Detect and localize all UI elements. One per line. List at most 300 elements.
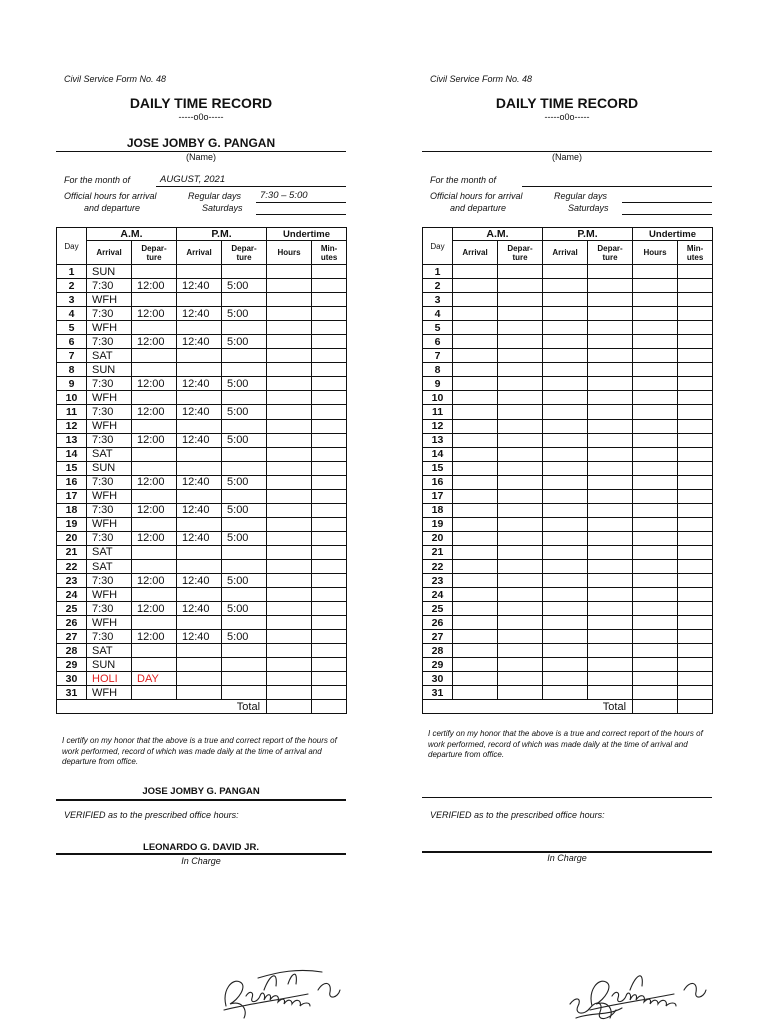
am-arrival-cell: 7:30 xyxy=(87,475,132,489)
official-hours-label-2: and departure xyxy=(450,203,507,213)
undertime-hours-cell xyxy=(267,265,312,279)
undertime-minutes-cell xyxy=(312,616,347,630)
am-arrival-header: Arrival xyxy=(87,241,132,265)
undertime-hours-cell xyxy=(267,686,312,700)
pm-arrival-cell xyxy=(543,307,588,321)
employee-name xyxy=(422,136,712,150)
table-row xyxy=(57,588,347,602)
pm-arrival-cell xyxy=(543,531,588,545)
undertime-hours-cell xyxy=(267,447,312,461)
day-cell: 30 xyxy=(57,672,87,686)
pm-departure-cell: 5:00 xyxy=(222,279,267,293)
pm-departure-cell xyxy=(222,391,267,405)
am-arrival-cell xyxy=(453,391,498,405)
am-arrival-cell: WFH xyxy=(87,321,132,335)
undertime-hours-cell xyxy=(267,658,312,672)
undertime-minutes-cell xyxy=(678,433,713,447)
am-departure-cell: DAY xyxy=(132,672,177,686)
pm-departure-cell xyxy=(588,489,633,503)
table-row xyxy=(57,644,347,658)
am-departure-cell xyxy=(498,531,543,545)
pm-arrival-cell xyxy=(543,489,588,503)
day-cell: 25 xyxy=(57,602,87,616)
day-cell: 13 xyxy=(423,433,453,447)
am-arrival-cell xyxy=(453,363,498,377)
handwritten-signature xyxy=(562,962,708,1024)
undertime-minutes-cell xyxy=(312,419,347,433)
pm-departure-cell xyxy=(588,574,633,588)
day-cell: 28 xyxy=(57,644,87,658)
pm-arrival-cell xyxy=(543,321,588,335)
pm-departure-cell xyxy=(222,588,267,602)
am-departure-cell: 12:00 xyxy=(132,503,177,517)
undertime-minutes-cell xyxy=(312,503,347,517)
pm-arrival-cell xyxy=(177,588,222,602)
form-title: DAILY TIME RECORD xyxy=(129,95,273,111)
undertime-hours-cell xyxy=(267,517,312,531)
undertime-hours-cell xyxy=(633,588,678,602)
am-departure-cell xyxy=(132,293,177,307)
undertime-hours-cell xyxy=(267,672,312,686)
pm-arrival-cell: 12:40 xyxy=(177,433,222,447)
pm-arrival-cell xyxy=(177,517,222,531)
undertime-minutes-cell xyxy=(678,447,713,461)
pm-arrival-cell: 12:40 xyxy=(177,531,222,545)
am-arrival-cell: 7:30 xyxy=(87,602,132,616)
am-departure-cell xyxy=(498,489,543,503)
pm-arrival-cell: 12:40 xyxy=(177,307,222,321)
day-cell: 5 xyxy=(57,321,87,335)
pm-departure-cell xyxy=(222,265,267,279)
day-cell: 26 xyxy=(423,616,453,630)
am-departure-cell xyxy=(132,391,177,405)
total-minutes-cell xyxy=(678,700,713,714)
pm-departure-cell xyxy=(222,349,267,363)
pm-departure-cell xyxy=(588,545,633,559)
pm-arrival-cell xyxy=(177,461,222,475)
am-arrival-cell: SUN xyxy=(87,363,132,377)
table-row xyxy=(57,574,347,588)
day-cell: 17 xyxy=(57,489,87,503)
pm-departure-cell xyxy=(222,363,267,377)
table-row xyxy=(423,307,713,321)
day-cell: 26 xyxy=(57,616,87,630)
pm-departure-cell xyxy=(222,321,267,335)
am-arrival-cell: WFH xyxy=(87,686,132,700)
total-hours-cell xyxy=(633,700,678,714)
undertime-hours-cell xyxy=(267,630,312,644)
table-row xyxy=(57,433,347,447)
pm-arrival-cell xyxy=(543,433,588,447)
am-arrival-cell xyxy=(453,475,498,489)
table-row xyxy=(57,545,347,559)
am-arrival-cell: SUN xyxy=(87,461,132,475)
am-arrival-cell: SAT xyxy=(87,559,132,573)
undertime-hours-cell xyxy=(633,265,678,279)
pm-arrival-cell xyxy=(543,447,588,461)
am-arrival-cell xyxy=(453,574,498,588)
undertime-minutes-cell xyxy=(312,447,347,461)
pm-departure-cell xyxy=(588,517,633,531)
employee-signature-name: JOSE JOMBY G. PANGAN xyxy=(142,786,260,797)
pm-departure-cell: 5:00 xyxy=(222,377,267,391)
in-charge-caption: In Charge xyxy=(181,856,221,866)
pm-arrival-cell xyxy=(543,461,588,475)
pm-arrival-cell xyxy=(543,293,588,307)
pm-departure-cell xyxy=(588,307,633,321)
handwritten-signature xyxy=(218,960,348,1024)
table-row xyxy=(57,447,347,461)
table-row xyxy=(57,265,347,279)
am-arrival-cell xyxy=(453,559,498,573)
pm-arrival-cell xyxy=(543,545,588,559)
table-row xyxy=(423,419,713,433)
am-arrival-cell: 7:30 xyxy=(87,630,132,644)
pm-arrival-cell xyxy=(543,672,588,686)
am-departure-cell xyxy=(498,461,543,475)
table-row xyxy=(423,475,713,489)
undertime-minutes-cell xyxy=(312,531,347,545)
undertime-hours-cell xyxy=(633,517,678,531)
table-row xyxy=(423,447,713,461)
pm-departure-cell: 5:00 xyxy=(222,405,267,419)
am-arrival-header: Arrival xyxy=(453,241,498,265)
day-cell: 17 xyxy=(423,489,453,503)
pm-arrival-cell xyxy=(177,686,222,700)
day-cell: 10 xyxy=(423,391,453,405)
day-cell: 31 xyxy=(423,686,453,700)
pm-arrival-cell: 12:40 xyxy=(177,405,222,419)
pm-departure-cell xyxy=(588,616,633,630)
undertime-minutes-cell xyxy=(678,363,713,377)
table-row xyxy=(423,279,713,293)
day-cell: 1 xyxy=(423,265,453,279)
am-arrival-cell xyxy=(453,517,498,531)
pm-header: P.M. xyxy=(543,228,633,241)
pm-departure-cell: 5:00 xyxy=(222,307,267,321)
pm-arrival-cell xyxy=(177,658,222,672)
undertime-minutes-cell xyxy=(312,293,347,307)
pm-departure-cell: 5:00 xyxy=(222,602,267,616)
pm-departure-cell xyxy=(588,602,633,616)
am-departure-cell xyxy=(132,489,177,503)
day-cell: 16 xyxy=(423,475,453,489)
table-row xyxy=(57,321,347,335)
am-departure-cell: 12:00 xyxy=(132,630,177,644)
undertime-minutes-cell xyxy=(678,307,713,321)
undertime-hours-cell xyxy=(267,644,312,658)
am-arrival-cell: WFH xyxy=(87,517,132,531)
am-departure-cell xyxy=(132,658,177,672)
pm-arrival-cell: 12:40 xyxy=(177,630,222,644)
undertime-hours-cell xyxy=(633,377,678,391)
regular-days-label: Regular days xyxy=(188,191,242,201)
day-cell: 3 xyxy=(57,293,87,307)
am-departure-cell xyxy=(498,349,543,363)
am-arrival-cell xyxy=(453,616,498,630)
pm-departure-cell xyxy=(588,503,633,517)
day-cell: 6 xyxy=(423,335,453,349)
undertime-hours-cell xyxy=(267,321,312,335)
day-cell: 23 xyxy=(423,574,453,588)
am-arrival-cell xyxy=(453,489,498,503)
pm-departure-cell xyxy=(588,531,633,545)
pm-departure-cell xyxy=(588,335,633,349)
pm-arrival-cell xyxy=(543,559,588,573)
table-row xyxy=(423,630,713,644)
table-row xyxy=(423,503,713,517)
undertime-hours-cell xyxy=(633,545,678,559)
table-row xyxy=(423,349,713,363)
undertime-hours-cell xyxy=(633,405,678,419)
table-row xyxy=(57,419,347,433)
name-caption: (Name) xyxy=(551,152,582,162)
am-departure-cell xyxy=(498,644,543,658)
table-row xyxy=(57,475,347,489)
pm-departure-cell xyxy=(588,279,633,293)
am-arrival-cell xyxy=(453,405,498,419)
undertime-hours-cell xyxy=(633,321,678,335)
undertime-hours-cell xyxy=(633,686,678,700)
official-hours-label: Official hours for arrival xyxy=(430,191,523,201)
official-hours-label-2: and departure xyxy=(84,203,141,213)
undertime-hours-cell xyxy=(633,475,678,489)
undertime-hours-cell xyxy=(267,489,312,503)
pm-departure-cell xyxy=(588,405,633,419)
undertime-hours-cell xyxy=(267,616,312,630)
am-departure-cell xyxy=(132,517,177,531)
pm-departure-header: Depar- ture xyxy=(222,241,267,265)
day-cell: 13 xyxy=(57,433,87,447)
am-arrival-cell: 7:30 xyxy=(87,335,132,349)
minutes-header: Min- utes xyxy=(678,241,713,265)
in-charge-line xyxy=(56,853,346,855)
pm-arrival-cell xyxy=(177,391,222,405)
undertime-hours-cell xyxy=(267,433,312,447)
saturdays-value xyxy=(622,202,712,215)
pm-departure-cell xyxy=(222,461,267,475)
total-hours-cell xyxy=(267,700,312,714)
undertime-hours-cell xyxy=(267,293,312,307)
undertime-minutes-cell xyxy=(312,279,347,293)
pm-arrival-cell xyxy=(177,321,222,335)
table-row xyxy=(423,574,713,588)
undertime-minutes-cell xyxy=(312,644,347,658)
pm-arrival-cell xyxy=(177,293,222,307)
undertime-minutes-cell xyxy=(678,672,713,686)
undertime-hours-cell xyxy=(267,419,312,433)
saturdays-label: Saturdays xyxy=(568,203,609,213)
pm-departure-header: Depar- ture xyxy=(588,241,633,265)
day-cell: 24 xyxy=(423,588,453,602)
am-arrival-cell xyxy=(453,433,498,447)
am-arrival-cell: 7:30 xyxy=(87,433,132,447)
in-charge-caption: In Charge xyxy=(547,853,587,863)
pm-departure-cell: 5:00 xyxy=(222,433,267,447)
am-arrival-cell xyxy=(453,503,498,517)
pm-departure-cell xyxy=(588,433,633,447)
day-cell: 20 xyxy=(57,531,87,545)
table-row xyxy=(423,363,713,377)
undertime-minutes-cell xyxy=(678,616,713,630)
undertime-hours-cell xyxy=(633,658,678,672)
table-row xyxy=(423,531,713,545)
undertime-minutes-cell xyxy=(678,588,713,602)
am-departure-cell xyxy=(498,503,543,517)
am-departure-cell xyxy=(498,335,543,349)
table-row xyxy=(423,686,713,700)
am-arrival-cell xyxy=(453,461,498,475)
undertime-hours-cell xyxy=(267,503,312,517)
pm-arrival-cell xyxy=(177,419,222,433)
pm-departure-cell xyxy=(588,377,633,391)
table-row xyxy=(423,658,713,672)
day-cell: 7 xyxy=(57,349,87,363)
pm-departure-cell xyxy=(588,475,633,489)
undertime-hours-cell xyxy=(633,602,678,616)
undertime-minutes-cell xyxy=(678,559,713,573)
table-row xyxy=(57,658,347,672)
pm-arrival-cell xyxy=(543,279,588,293)
table-row xyxy=(423,433,713,447)
day-cell: 20 xyxy=(423,531,453,545)
pm-header: P.M. xyxy=(177,228,267,241)
month-value: AUGUST, 2021 xyxy=(156,174,346,187)
am-header: A.M. xyxy=(453,228,543,241)
minutes-header: Min- utes xyxy=(312,241,347,265)
am-arrival-cell: WFH xyxy=(87,391,132,405)
am-departure-cell xyxy=(498,321,543,335)
day-cell: 18 xyxy=(423,503,453,517)
time-record-table xyxy=(56,227,347,714)
undertime-minutes-cell xyxy=(312,672,347,686)
undertime-hours-cell xyxy=(267,602,312,616)
am-departure-cell: 12:00 xyxy=(132,377,177,391)
pm-arrival-cell: 12:40 xyxy=(177,335,222,349)
table-row xyxy=(423,602,713,616)
table-row xyxy=(57,517,347,531)
table-row xyxy=(423,293,713,307)
undertime-hours-cell xyxy=(267,335,312,349)
undertime-minutes-cell xyxy=(678,405,713,419)
undertime-hours-cell xyxy=(633,630,678,644)
undertime-minutes-cell xyxy=(312,391,347,405)
am-arrival-cell: WFH xyxy=(87,489,132,503)
table-row xyxy=(57,559,347,573)
table-row xyxy=(57,602,347,616)
pm-arrival-cell xyxy=(543,475,588,489)
undertime-hours-cell xyxy=(267,363,312,377)
am-arrival-cell: WFH xyxy=(87,616,132,630)
pm-departure-cell xyxy=(588,321,633,335)
am-arrival-cell xyxy=(453,686,498,700)
undertime-hours-cell xyxy=(267,307,312,321)
am-arrival-cell xyxy=(453,602,498,616)
am-arrival-cell: SAT xyxy=(87,447,132,461)
pm-arrival-cell xyxy=(177,616,222,630)
pm-arrival-cell: 12:40 xyxy=(177,602,222,616)
time-record-table xyxy=(422,227,713,714)
am-departure-cell xyxy=(132,559,177,573)
am-departure-cell xyxy=(132,349,177,363)
table-row xyxy=(423,545,713,559)
employee-name: JOSE JOMBY G. PANGAN xyxy=(126,136,276,150)
hours-header: Hours xyxy=(267,241,312,265)
undertime-hours-cell xyxy=(267,545,312,559)
am-departure-cell xyxy=(498,574,543,588)
am-arrival-cell xyxy=(453,335,498,349)
undertime-minutes-cell xyxy=(312,489,347,503)
am-departure-cell: 12:00 xyxy=(132,335,177,349)
pm-arrival-cell xyxy=(177,363,222,377)
undertime-minutes-cell xyxy=(312,377,347,391)
day-cell: 24 xyxy=(57,588,87,602)
am-departure-cell xyxy=(498,279,543,293)
certification-text: I certify on my honor that the above is a true and correct report of the hours of work performed, record of which was made daily at the time of arrival and departure from office. xyxy=(62,736,337,766)
table-row xyxy=(423,517,713,531)
day-cell: 30 xyxy=(423,672,453,686)
verified-label: VERIFIED as to the prescribed office hours: xyxy=(64,810,239,820)
day-cell: 4 xyxy=(57,307,87,321)
day-cell: 10 xyxy=(57,391,87,405)
am-departure-cell xyxy=(132,461,177,475)
day-cell: 4 xyxy=(423,307,453,321)
am-arrival-cell xyxy=(453,644,498,658)
regular-days-value: 7:30 – 5:00 xyxy=(256,190,346,203)
table-row xyxy=(57,293,347,307)
am-departure-cell xyxy=(132,616,177,630)
day-cell: 9 xyxy=(57,377,87,391)
day-cell: 8 xyxy=(423,363,453,377)
am-departure-cell xyxy=(498,377,543,391)
am-arrival-cell: SAT xyxy=(87,644,132,658)
am-arrival-cell: HOLI xyxy=(87,672,132,686)
undertime-hours-cell xyxy=(633,307,678,321)
day-cell: 27 xyxy=(57,630,87,644)
am-departure-cell xyxy=(498,630,543,644)
undertime-minutes-cell xyxy=(678,574,713,588)
pm-arrival-header: Arrival xyxy=(543,241,588,265)
day-cell: 27 xyxy=(423,630,453,644)
table-row xyxy=(423,616,713,630)
day-cell: 2 xyxy=(57,279,87,293)
table-row xyxy=(57,672,347,686)
am-departure-cell xyxy=(498,616,543,630)
am-departure-cell xyxy=(498,686,543,700)
am-departure-cell xyxy=(132,265,177,279)
pm-arrival-cell xyxy=(543,391,588,405)
pm-departure-cell xyxy=(222,686,267,700)
day-cell: 19 xyxy=(423,517,453,531)
pm-departure-cell xyxy=(222,489,267,503)
am-arrival-cell xyxy=(453,293,498,307)
table-row xyxy=(423,405,713,419)
undertime-hours-cell xyxy=(633,293,678,307)
in-charge-name: LEONARDO G. DAVID JR. xyxy=(143,842,259,853)
pm-departure-cell xyxy=(222,545,267,559)
am-departure-cell xyxy=(498,433,543,447)
am-departure-header: Depar- ture xyxy=(132,241,177,265)
undertime-minutes-cell xyxy=(678,377,713,391)
table-row xyxy=(423,377,713,391)
day-cell: 22 xyxy=(423,559,453,573)
table-row xyxy=(57,335,347,349)
undertime-minutes-cell xyxy=(678,293,713,307)
table-row xyxy=(423,321,713,335)
am-arrival-cell: 7:30 xyxy=(87,377,132,391)
month-label: For the month of xyxy=(64,175,131,185)
pm-arrival-cell xyxy=(177,489,222,503)
